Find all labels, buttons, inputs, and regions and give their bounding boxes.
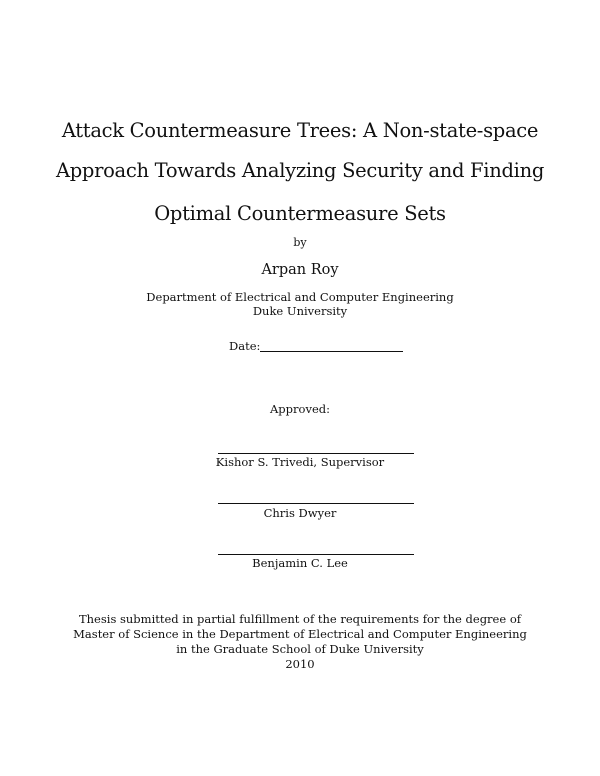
approved-label: Approved: (270, 402, 330, 416)
title-line-2: Approach Towards Analyzing Security and Finding (55, 159, 545, 182)
title-line-3: Optimal Countermeasure Sets (154, 202, 446, 225)
signatory-name-2: Chris Dwyer (263, 506, 337, 520)
thesis-statement-line-3: in the Graduate School of Duke University (176, 642, 424, 656)
author-name: Arpan Roy (261, 262, 339, 278)
date-signature-line (260, 351, 403, 352)
signature-line-1 (218, 453, 414, 454)
date-field (229, 339, 260, 353)
thesis-year: 2010 (285, 657, 315, 671)
title-line-1: Attack Countermeasure Trees: A Non-state-space (61, 119, 539, 142)
by-label: by (293, 236, 307, 249)
date-label: Date: (229, 339, 261, 353)
signature-line-3 (218, 554, 414, 555)
thesis-statement-line-1: Thesis submitted in partial fulfillment of the requirements for the degree of (78, 612, 521, 626)
signatory-name-1: Kishor S. Trivedi, Supervisor (215, 455, 385, 469)
department: Department of Electrical and Computer Engineering (146, 290, 454, 304)
signatory-name-3: Benjamin C. Lee (252, 556, 348, 570)
thesis-statement-line-2: Master of Science in the Department of Electrical and Computer Engineering (73, 627, 527, 641)
signature-line-2 (218, 503, 414, 504)
university: Duke University (252, 304, 348, 318)
